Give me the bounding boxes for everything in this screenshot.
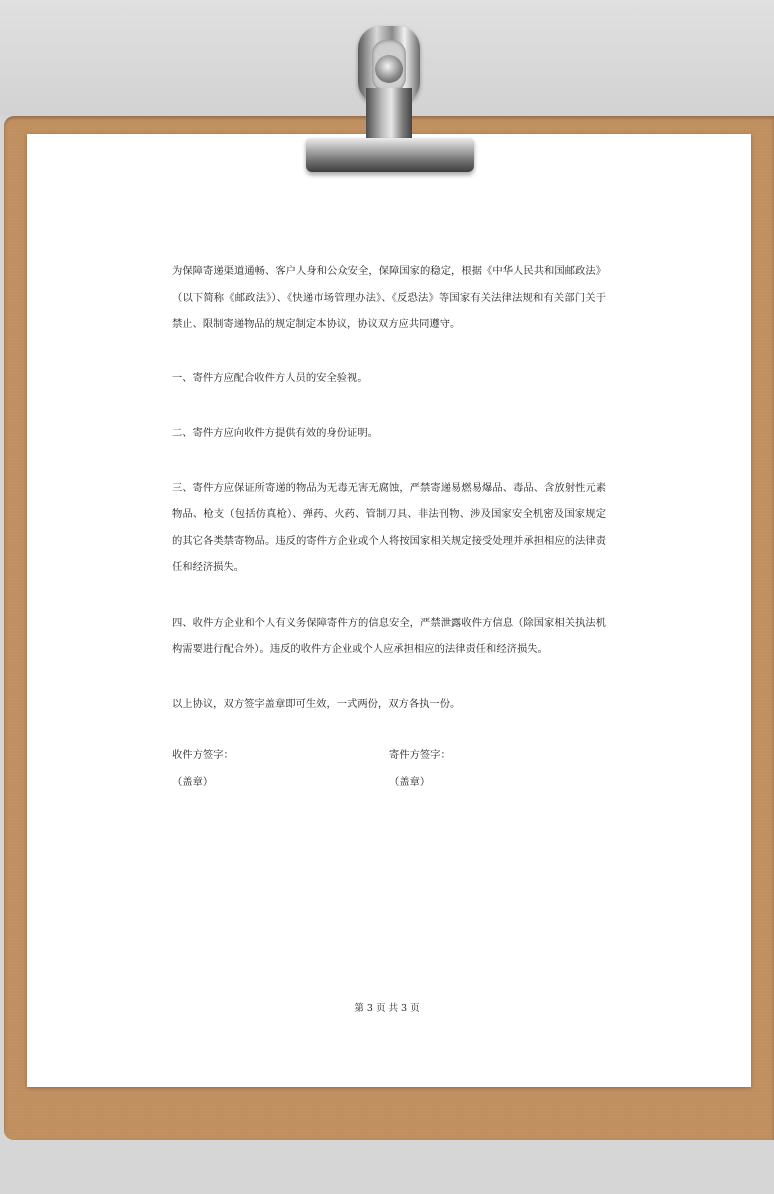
clip-rivet (375, 55, 403, 83)
clause-4: 四、收件方企业和个人有义务保障寄件方的信息安全，严禁泄露收件方信息（除国家相关执法机构需要进行配合外）。违反的收件方企业或个人应承担相应的法律责任和经济损失。 (172, 616, 606, 655)
receiver-signature (172, 742, 234, 768)
document-body (172, 258, 606, 717)
binder-clip (306, 138, 474, 172)
sender-seal-label: （盖章） (389, 776, 431, 788)
clause-2: 二、寄件方应向收件方提供有效的身份证明。 (172, 427, 378, 439)
intro-paragraph: 为保障寄递渠道通畅、客户人身和公众安全，保障国家的稳定，根据《中华人民共和国邮政法》（以下简称《邮政法》）、《快递市场管理办法》、《反恐法》等国家有关法律法规和有关部门关于禁止、限制寄递物品的规定制定本协议，协议双方应共同遵守。 (172, 265, 606, 330)
receiver-sign-label: 收件方签字： (172, 749, 234, 761)
sender-signature (389, 742, 451, 768)
clause-1: 一、寄件方应配合收件方人员的安全验视。 (172, 371, 368, 384)
clip-neck (366, 88, 412, 144)
closing-paragraph: 以上协议，双方签字盖章即可生效，一式两份，双方各执一份。 (172, 697, 461, 710)
sender-sign-label: 寄件方签字： (389, 749, 451, 761)
clause-3: 三、寄件方应保证所寄递的物品为无毒无害无腐蚀，严禁寄递易燃易爆品、毒品、含放射性元素物品、枪支（包括仿真枪）、弹药、火药、管制刀具、非法刊物、涉及国家安全机密及国家规定的其它各类禁寄物品。违反的寄件方企业或个人将按国家相关规定接受处理并承担相应的法律责任和经济损失。 (172, 481, 606, 573)
receiver-seal-label: （盖章） (172, 776, 214, 788)
page-number: 第 3 页 共 3 页 (354, 1003, 420, 1014)
